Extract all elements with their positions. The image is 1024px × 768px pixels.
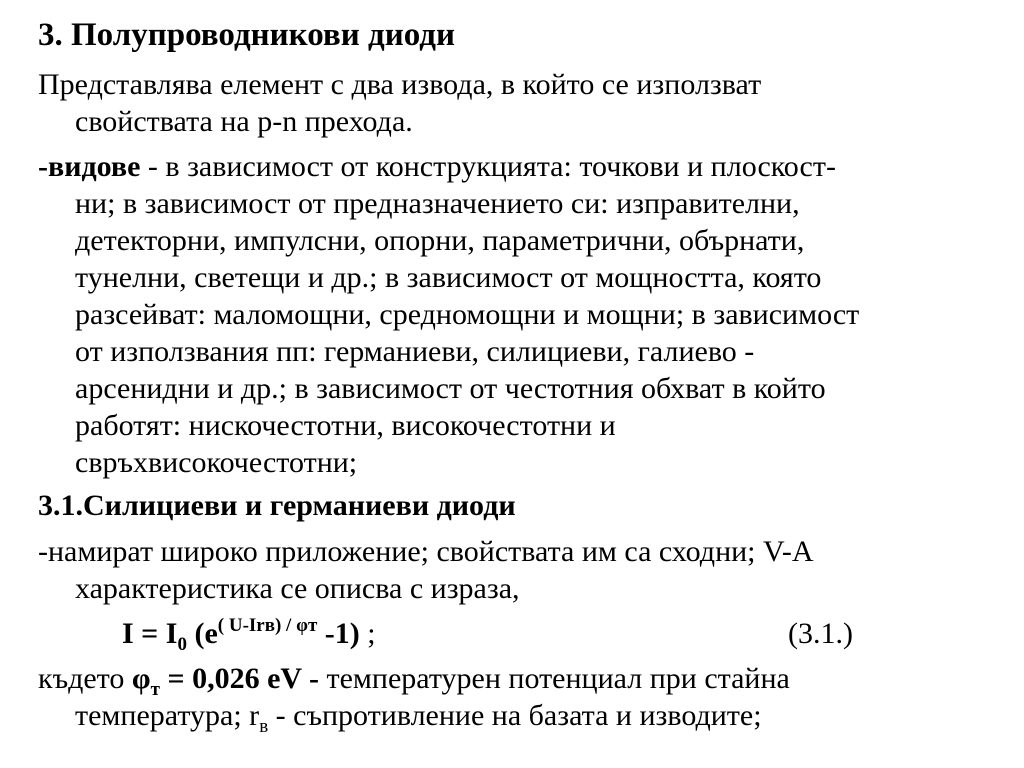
types-line-1-text: - в зависимост от конструкцията: точкови и плоскост-	[140, 150, 836, 183]
types-line: ни; в зависимост от предназначението си: изправителни,	[75, 187, 800, 220]
formula-semicolon: ;	[359, 617, 376, 650]
where-rest: температурен потенциал при стайна	[319, 662, 790, 695]
types-line: арсенидни и др.; в зависимост от честотния обхват в който	[75, 372, 826, 405]
formula-number: (3.1.)	[788, 617, 853, 650]
slide-title: 3. Полупроводникови диоди	[38, 17, 455, 53]
types-line-1	[38, 148, 836, 185]
types-line: работят: нискочестотни, високочестотни и	[75, 409, 616, 442]
where-line-2-a: температура; r	[75, 699, 260, 732]
formula-close: -1)	[317, 617, 360, 650]
types-line: свръхвисокочестотни;	[75, 446, 358, 479]
phi-subscript: т	[150, 679, 160, 700]
types-line: детекторни, импулсни, опорни, параметрични, обърнати,	[75, 224, 805, 257]
where-prefix: където	[38, 662, 132, 695]
phi-value: = 0,026 eV -	[159, 662, 319, 695]
phi-symbol: φ	[131, 662, 151, 695]
types-line: тунелни, светещи и др.; в зависимост от мощността, която	[75, 261, 822, 294]
types-label: -видове	[38, 150, 141, 183]
where-line-1	[38, 660, 790, 700]
definition-line-1: Представлява елемент с два извода, в който се използват	[38, 68, 762, 101]
where-line-2-b: - съпротивление на базата и изводите;	[268, 699, 762, 732]
types-line: разсейват: маломощни, средномощни и мощни; в зависимост	[75, 298, 860, 331]
formula-subscript-zero: 0	[177, 634, 187, 655]
formula	[122, 615, 376, 655]
section-line-1: -намират широко приложение; свойствата им са сходни; V-A	[38, 535, 814, 568]
formula-exp-base: (e	[186, 617, 218, 650]
section-title: 3.1.Силициеви и германиеви диоди	[38, 489, 516, 522]
formula-exponent: ( U-Irв) / φт	[217, 615, 318, 636]
section-line-2: характеристика се описва с израза,	[75, 572, 520, 605]
definition-line-2: свойствата на p-n прехода.	[75, 105, 413, 138]
formula-current: I = I	[122, 617, 178, 650]
where-line-2	[75, 697, 762, 737]
types-line: от използвания пп: германиеви, силициеви, галиево -	[75, 335, 755, 368]
r-subscript: в	[259, 716, 269, 737]
